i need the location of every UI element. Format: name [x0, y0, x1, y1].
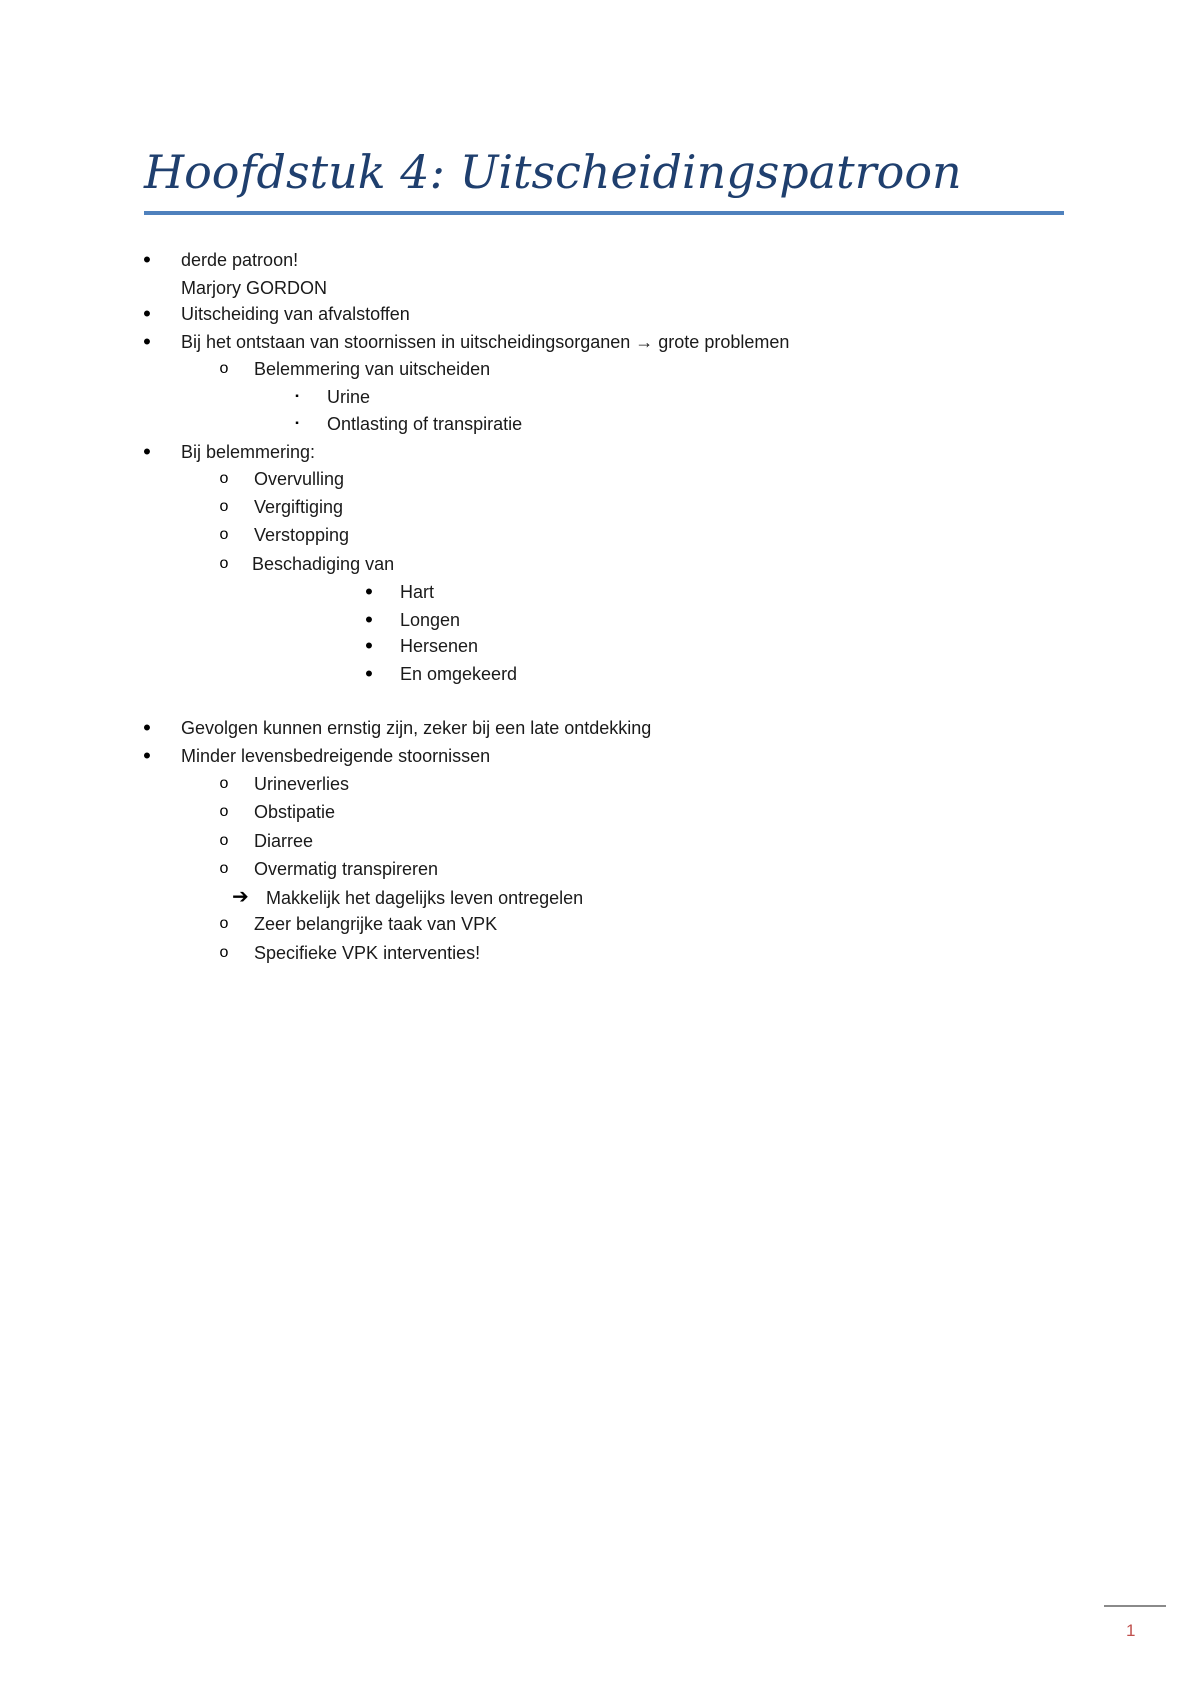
- sub-sub-list-item: Ontlasting of transpiratie: [327, 414, 523, 434]
- bullet-circle-icon: o: [219, 498, 229, 515]
- bullet-circle-icon: o: [219, 526, 229, 543]
- bullet-dot-icon: •: [365, 579, 373, 604]
- bullet-dot-icon: •: [143, 247, 151, 272]
- sub-sub-list-item: Urine: [327, 387, 371, 407]
- bullet-circle-icon: o: [219, 360, 229, 377]
- sub-list-item: Specifieke VPK interventies!: [254, 943, 481, 963]
- bullet-dot-icon: •: [143, 329, 151, 354]
- page-number: 1: [1126, 1621, 1136, 1640]
- bullet-circle-icon: o: [219, 915, 229, 932]
- footer-rule: [1104, 1605, 1166, 1607]
- bullet-dot-icon: •: [365, 661, 373, 686]
- sub-list-item: Zeer belangrijke taak van VPK: [254, 914, 498, 934]
- bullet-square-icon: ▪: [295, 391, 299, 402]
- nested-list-item: Longen: [400, 610, 461, 630]
- list-item: Bij het ontstaan van stoornissen in uitscheidingsorganen → grote problemen: [181, 332, 790, 352]
- sub-list-item: Obstipatie: [254, 802, 336, 822]
- bullet-square-icon: ▪: [295, 418, 299, 429]
- arrow-right-icon: ➔: [232, 886, 249, 908]
- bullet-dot-icon: •: [365, 633, 373, 658]
- nested-list-item: Hart: [400, 582, 435, 602]
- list-item: derde patroon!: [181, 250, 299, 270]
- list-item: Uitscheiding van afvalstoffen: [181, 304, 410, 324]
- list-item: Gevolgen kunnen ernstig zijn, zeker bij een late ontdekking: [181, 718, 652, 738]
- sub-list-item: Verstopping: [254, 525, 350, 545]
- bullet-dot-icon: •: [143, 743, 151, 768]
- page-title: Hoofdstuk 4: Uitscheidingspatroon: [144, 145, 962, 199]
- sub-list-item: Vergiftiging: [254, 497, 344, 517]
- nested-list-item: Hersenen: [400, 636, 479, 656]
- bullet-dot-icon: •: [143, 301, 151, 326]
- bullet-circle-icon: o: [219, 470, 229, 487]
- sub-list-item: Urineverlies: [254, 774, 350, 794]
- bullet-dot-icon: •: [143, 715, 151, 740]
- bullet-dot-icon: •: [365, 607, 373, 632]
- sub-list-item: Diarree: [254, 831, 314, 851]
- bullet-circle-icon: o: [219, 555, 229, 572]
- list-item: Bij belemmering:: [181, 442, 316, 462]
- title-underline: [144, 211, 1064, 215]
- bullet-circle-icon: o: [219, 832, 229, 849]
- bullet-circle-icon: o: [219, 860, 229, 877]
- sub-list-item: Belemmering van uitscheiden: [254, 359, 491, 379]
- sub-list-item: Overmatig transpireren: [254, 859, 439, 879]
- bullet-circle-icon: o: [219, 803, 229, 820]
- arrow-list-item: Makkelijk het dagelijks leven ontregelen: [266, 888, 584, 908]
- list-item: Minder levensbedreigende stoornissen: [181, 746, 491, 766]
- bullet-dot-icon: •: [143, 439, 151, 464]
- bullet-circle-icon: o: [219, 775, 229, 792]
- sub-list-item: Overvulling: [254, 469, 345, 489]
- sub-list-item: Beschadiging van: [252, 554, 395, 574]
- bullet-circle-icon: o: [219, 944, 229, 961]
- nested-list-item: En omgekeerd: [400, 664, 518, 684]
- list-item-continuation: Marjory GORDON: [181, 278, 328, 298]
